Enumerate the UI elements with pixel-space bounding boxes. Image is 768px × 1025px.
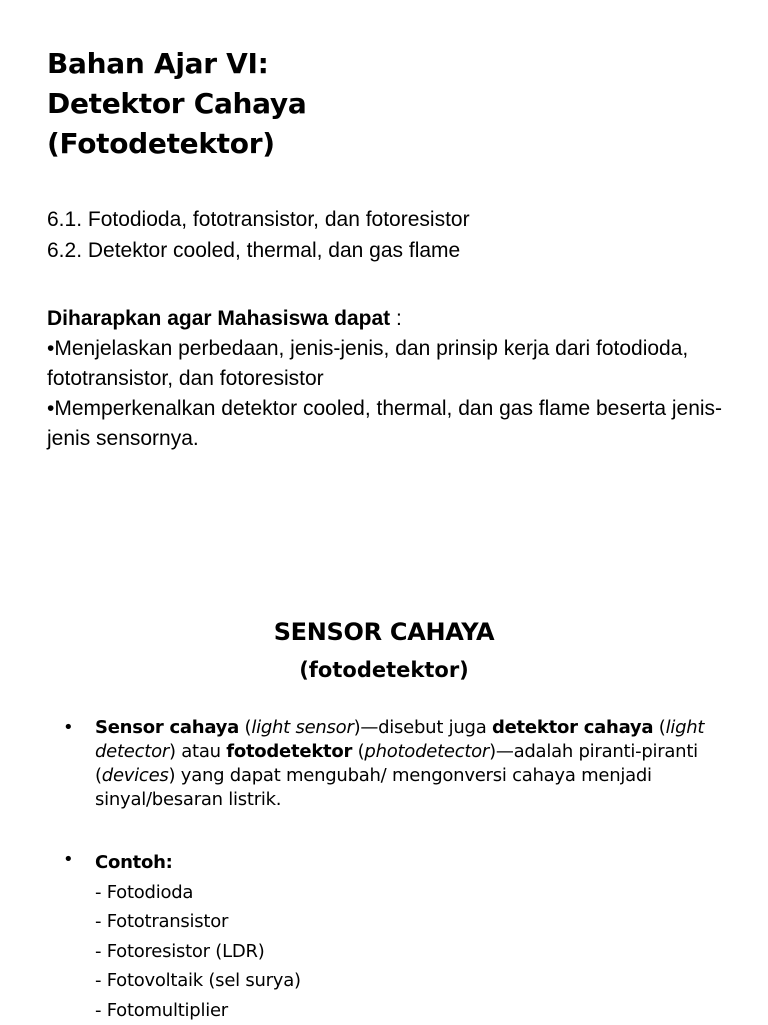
term-devices: devices bbox=[102, 765, 169, 786]
section-title: SENSOR CAHAYA bbox=[0, 614, 768, 650]
term-light-detector: light detector bbox=[95, 717, 704, 762]
text-fragment: ) atau bbox=[169, 741, 226, 762]
text-fragment: ( bbox=[653, 717, 665, 738]
examples-list bbox=[95, 848, 733, 1025]
goals-heading-colon: : bbox=[390, 307, 402, 330]
term-detektor-cahaya: detektor cahaya bbox=[492, 717, 653, 738]
title-line-2: Detektor Cahaya bbox=[47, 84, 306, 124]
example-item: - Fotodioda bbox=[95, 878, 733, 908]
bullet-marker: • bbox=[63, 716, 73, 740]
text-fragment: ( bbox=[352, 741, 364, 762]
goals-heading-text: Diharapkan agar Mahasiswa dapat bbox=[47, 307, 390, 330]
topic-list bbox=[47, 204, 470, 266]
definition-text bbox=[95, 717, 704, 810]
page-title bbox=[47, 44, 306, 164]
term-photodetector: photodetector bbox=[364, 741, 489, 762]
goal-item-1: •Menjelaskan perbedaan, jenis-jenis, dan prinsip kerja dari fotodioda, fototransistor, dan fotoresistor bbox=[47, 334, 737, 394]
text-fragment: )—disebut juga bbox=[354, 717, 492, 738]
topic-item-6-2: 6.2. Detektor cooled, thermal, dan gas flame bbox=[47, 235, 470, 266]
learning-goals bbox=[47, 304, 737, 454]
text-fragment: ( bbox=[239, 717, 251, 738]
example-item: - Fototransistor bbox=[95, 907, 733, 937]
goals-heading bbox=[47, 304, 737, 334]
term-sensor-cahaya: Sensor cahaya bbox=[95, 717, 239, 738]
example-item: - Fotomultiplier bbox=[95, 996, 733, 1025]
examples-bullet bbox=[63, 848, 733, 1025]
term-light-sensor: light sensor bbox=[251, 717, 353, 738]
topic-item-6-1: 6.1. Fotodioda, fototransistor, dan fotoresistor bbox=[47, 204, 470, 235]
term-fotodetektor: fotodetektor bbox=[226, 741, 352, 762]
text-fragment: )—adalah piranti-piranti ( bbox=[95, 741, 698, 786]
content-bullets bbox=[63, 716, 733, 1025]
goal-item-2: •Memperkenalkan detektor cooled, thermal, dan gas flame beserta jenis-jenis sensornya. bbox=[47, 394, 737, 454]
title-line-3: (Fotodetektor) bbox=[47, 124, 306, 164]
section-subtitle: (fotodetektor) bbox=[0, 654, 768, 686]
title-line-1: Bahan Ajar VI: bbox=[47, 44, 306, 84]
examples-label: Contoh: bbox=[95, 852, 173, 873]
definition-bullet bbox=[63, 716, 733, 812]
example-item: - Fotovoltaik (sel surya) bbox=[95, 966, 733, 996]
bullet-marker: • bbox=[63, 848, 73, 872]
example-item: - Fotoresistor (LDR) bbox=[95, 937, 733, 967]
text-fragment: ) yang dapat mengubah/ mengonversi cahaya menjadi sinyal/besaran listrik. bbox=[95, 765, 652, 810]
